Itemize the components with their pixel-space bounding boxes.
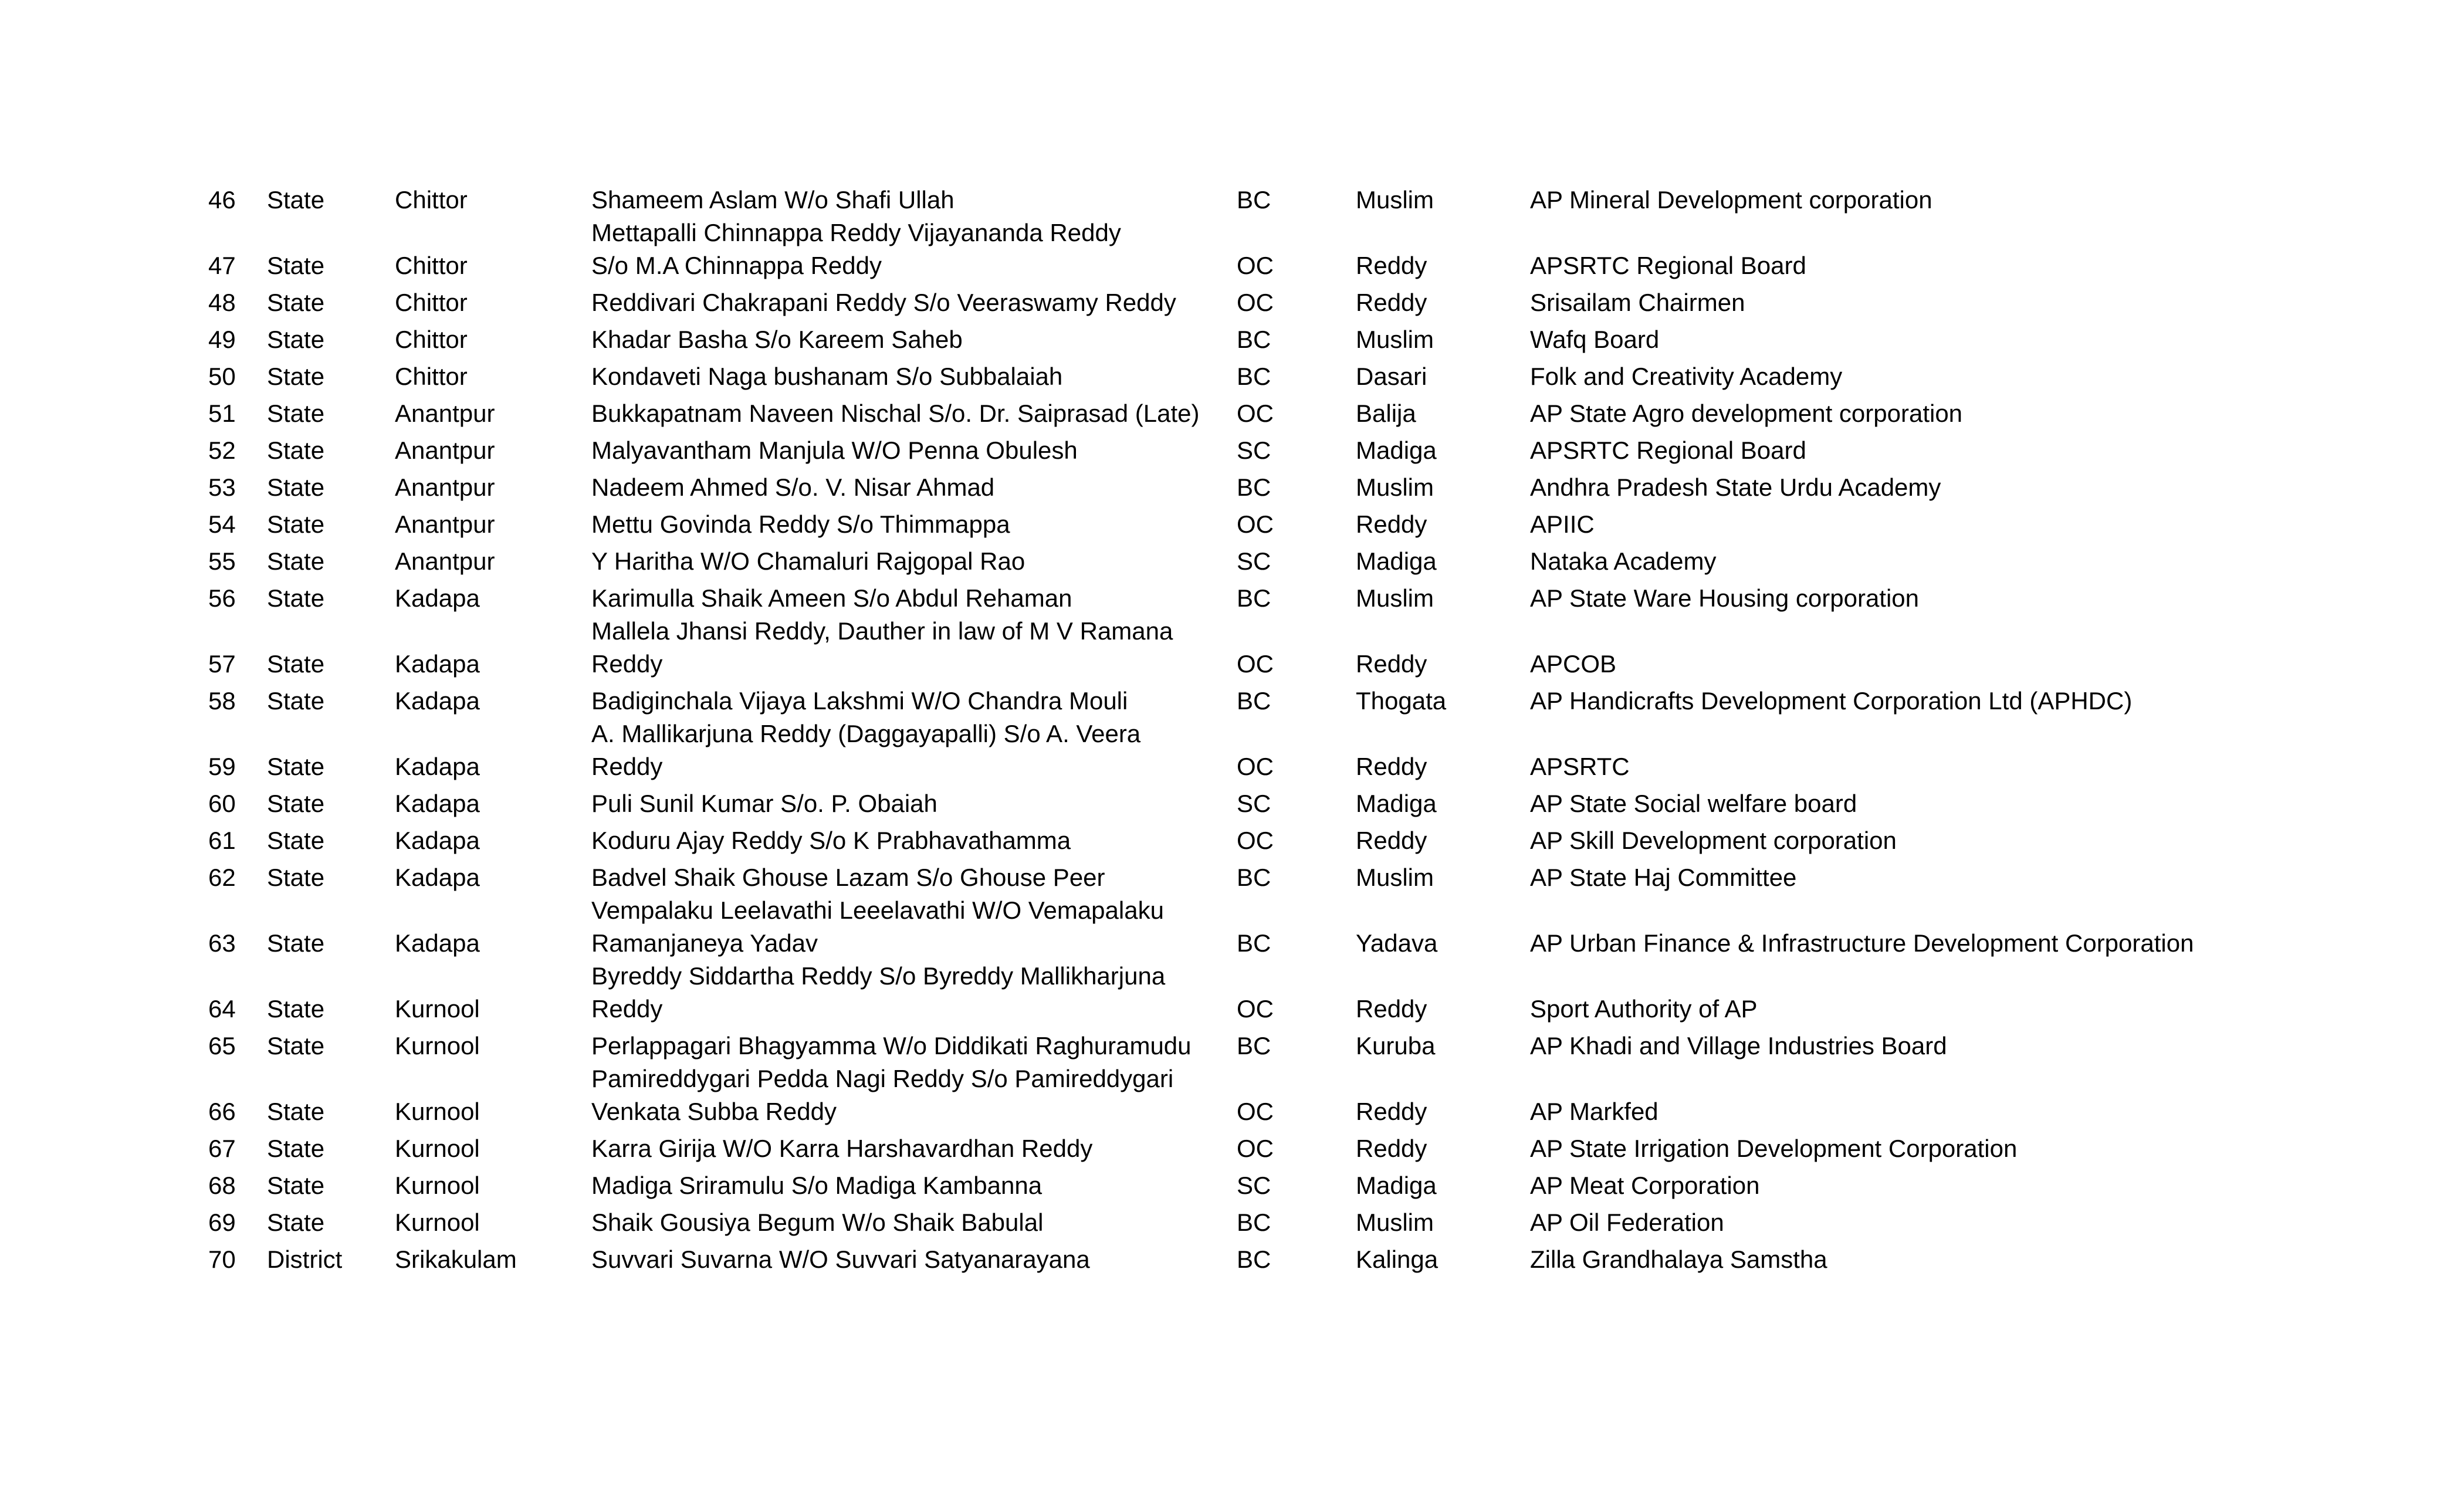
table-row [208,1025,2293,1062]
name-cell [591,717,1237,783]
name-line: Karimulla Shaik Ameen S/o Abdul Rehaman [591,584,1072,612]
category-cell: OC [1237,289,1274,316]
district-cell: Srikakulam [395,1245,517,1273]
serial-number-cell: 58 [208,687,236,715]
district-cell: Kurnool [395,1098,480,1125]
caste-cell: Reddy [1356,289,1427,316]
name-cell [591,393,1237,430]
name-line: Malyavantham Manjula W/O Penna Obulesh [591,436,1078,464]
name-cell [591,894,1237,960]
name-cell [591,430,1237,467]
serial-number-cell: 50 [208,363,236,390]
district-cell: Kadapa [395,864,480,891]
caste-cell: Reddy [1356,827,1427,854]
district-cell: Chittor [395,289,468,316]
district-cell: Kadapa [395,753,480,780]
table-row [208,216,2293,282]
serial-number-cell: 64 [208,995,236,1023]
name-line: Shaik Gousiya Begum W/o Shaik Babulal [591,1209,1044,1236]
level-cell: State [267,326,325,353]
table-row [208,717,2293,783]
table-row [208,820,2293,857]
name-line: Shameem Aslam W/o Shafi Ullah [591,186,955,214]
category-cell: BC [1237,186,1271,214]
organization-cell: APSRTC [1530,753,1630,780]
organization-cell: AP Mineral Development corporation [1530,186,1932,214]
level-cell: State [267,1172,325,1199]
category-cell: BC [1237,1245,1271,1273]
name-cell [591,467,1237,504]
district-cell: Kurnool [395,1135,480,1162]
category-cell: SC [1237,547,1271,575]
level-cell: State [267,1209,325,1236]
table-row [208,783,2293,820]
table-row [208,1202,2293,1239]
name-line: Koduru Ajay Reddy S/o K Prabhavathamma [591,827,1071,854]
name-cell [591,615,1237,681]
caste-cell: Reddy [1356,1135,1427,1162]
category-cell: OC [1237,1098,1274,1125]
district-cell: Kurnool [395,995,480,1023]
table-row [208,1165,2293,1202]
caste-cell: Madiga [1356,790,1437,817]
caste-cell: Madiga [1356,436,1437,464]
organization-cell: Nataka Academy [1530,547,1717,575]
category-cell: BC [1237,473,1271,501]
district-cell: Anantpur [395,473,495,501]
organization-cell: AP Skill Development corporation [1530,827,1897,854]
serial-number-cell: 70 [208,1245,236,1273]
district-cell: Kurnool [395,1209,480,1236]
organization-cell: AP State Social welfare board [1530,790,1857,817]
category-cell: SC [1237,436,1271,464]
name-cell [591,820,1237,857]
category-cell: OC [1237,252,1274,279]
name-line: Mettu Govinda Reddy S/o Thimmappa [591,510,1010,538]
table-row [208,1239,2293,1276]
name-line: Perlappagari Bhagyamma W/o Diddikati Raghuramudu [591,1032,1192,1060]
name-line: S/o M.A Chinnappa Reddy [591,252,882,279]
table-row [208,180,2293,216]
name-line: Badiginchala Vijaya Lakshmi W/O Chandra Mouli [591,687,1128,715]
name-cell [591,1062,1237,1128]
organization-cell: AP Khadi and Village Industries Board [1530,1032,1947,1060]
table-row [208,960,2293,1025]
category-cell: OC [1237,650,1274,678]
district-cell: Kadapa [395,650,480,678]
name-line: Byreddy Siddartha Reddy S/o Byreddy Mallikharjuna [591,962,1166,990]
serial-number-cell: 56 [208,584,236,612]
table-row [208,319,2293,356]
district-cell: Anantpur [395,510,495,538]
serial-number-cell: 49 [208,326,236,353]
name-cell [591,216,1237,282]
caste-cell: Thogata [1356,687,1447,715]
organization-cell: AP Handicrafts Development Corporation Ltd (APHDC) [1530,687,2133,715]
level-cell: State [267,363,325,390]
name-line: Vempalaku Leelavathi Leeelavathi W/O Vemapalaku [591,896,1164,924]
organization-cell: Sport Authority of AP [1530,995,1758,1023]
organization-cell: AP State Ware Housing corporation [1530,584,1920,612]
level-cell: State [267,289,325,316]
table-row [208,857,2293,894]
level-cell: State [267,436,325,464]
district-cell: Kurnool [395,1172,480,1199]
category-cell: BC [1237,584,1271,612]
name-cell [591,960,1237,1025]
serial-number-cell: 65 [208,1032,236,1060]
district-cell: Kadapa [395,790,480,817]
organization-cell: AP Urban Finance & Infrastructure Development Corporation [1530,929,2194,957]
caste-cell: Reddy [1356,1098,1427,1125]
district-cell: Kadapa [395,584,480,612]
serial-number-cell: 47 [208,252,236,279]
table-row [208,681,2293,717]
district-cell: Anantpur [395,400,495,427]
level-cell: State [267,584,325,612]
level-cell: State [267,827,325,854]
name-cell [591,1239,1237,1276]
district-cell: Anantpur [395,436,495,464]
caste-cell: Muslim [1356,473,1434,501]
organization-cell: APSRTC Regional Board [1530,252,1806,279]
name-line: Kondaveti Naga bushanam S/o Subbalaiah [591,363,1063,390]
category-cell: OC [1237,827,1274,854]
organization-cell: APCOB [1530,650,1617,678]
caste-cell: Muslim [1356,1209,1434,1236]
level-cell: State [267,1098,325,1125]
level-cell: State [267,1135,325,1162]
serial-number-cell: 57 [208,650,236,678]
level-cell: State [267,995,325,1023]
organization-cell: AP Oil Federation [1530,1209,1724,1236]
organization-cell: APSRTC Regional Board [1530,436,1806,464]
name-cell [591,504,1237,541]
name-line: Pamireddygari Pedda Nagi Reddy S/o Pamireddygari [591,1065,1174,1092]
table-row [208,894,2293,960]
table-row [208,1128,2293,1165]
serial-number-cell: 55 [208,547,236,575]
caste-cell: Muslim [1356,186,1434,214]
name-line: Puli Sunil Kumar S/o. P. Obaiah [591,790,937,817]
caste-cell: Reddy [1356,753,1427,780]
serial-number-cell: 62 [208,864,236,891]
caste-cell: Reddy [1356,650,1427,678]
organization-cell: Srisailam Chairmen [1530,289,1745,316]
level-cell: State [267,400,325,427]
serial-number-cell: 59 [208,753,236,780]
category-cell: BC [1237,1209,1271,1236]
level-cell: State [267,687,325,715]
table-row [208,393,2293,430]
name-cell [591,857,1237,894]
level-cell: State [267,473,325,501]
organization-cell: AP State Agro development corporation [1530,400,1963,427]
serial-number-cell: 54 [208,510,236,538]
name-line: Y Haritha W/O Chamaluri Rajgopal Rao [591,547,1025,575]
district-cell: Chittor [395,363,468,390]
name-line: Madiga Sriramulu S/o Madiga Kambanna [591,1172,1043,1199]
table-row [208,1062,2293,1128]
category-cell: OC [1237,1135,1274,1162]
serial-number-cell: 61 [208,827,236,854]
name-line: Mettapalli Chinnappa Reddy Vijayananda Reddy [591,219,1121,246]
level-cell: State [267,650,325,678]
caste-cell: Kuruba [1356,1032,1436,1060]
caste-cell: Muslim [1356,584,1434,612]
category-cell: OC [1237,400,1274,427]
serial-number-cell: 69 [208,1209,236,1236]
category-cell: OC [1237,510,1274,538]
name-line: Reddivari Chakrapani Reddy S/o Veeraswamy Reddy [591,289,1176,316]
serial-number-cell: 63 [208,929,236,957]
category-cell: BC [1237,929,1271,957]
district-cell: Kadapa [395,929,480,957]
caste-cell: Madiga [1356,1172,1437,1199]
level-cell: State [267,547,325,575]
serial-number-cell: 46 [208,186,236,214]
organization-cell: AP Markfed [1530,1098,1659,1125]
name-cell [591,180,1237,216]
name-cell [591,1202,1237,1239]
caste-cell: Dasari [1356,363,1427,390]
name-cell [591,541,1237,578]
name-cell [591,1025,1237,1062]
district-cell: Chittor [395,326,468,353]
level-cell: District [267,1245,343,1273]
serial-number-cell: 67 [208,1135,236,1162]
serial-number-cell: 52 [208,436,236,464]
organization-cell: Zilla Grandhalaya Samstha [1530,1245,1827,1273]
organization-cell: AP Meat Corporation [1530,1172,1760,1199]
table-row [208,467,2293,504]
name-line: Mallela Jhansi Reddy, Dauther in law of M V Ramana [591,617,1173,645]
category-cell: OC [1237,995,1274,1023]
category-cell: BC [1237,326,1271,353]
district-cell: Kadapa [395,827,480,854]
level-cell: State [267,252,325,279]
name-cell [591,1165,1237,1202]
name-cell [591,319,1237,356]
table-row [208,504,2293,541]
name-line: Karra Girija W/O Karra Harshavardhan Reddy [591,1135,1093,1162]
category-cell: BC [1237,687,1271,715]
name-line: Reddy [591,650,663,678]
district-cell: Kurnool [395,1032,480,1060]
caste-cell: Kalinga [1356,1245,1439,1273]
name-cell [591,783,1237,820]
serial-number-cell: 68 [208,1172,236,1199]
name-line: Reddy [591,753,663,780]
caste-cell: Madiga [1356,547,1437,575]
name-line: A. Mallikarjuna Reddy (Daggayapalli) S/o A. Veera [591,720,1141,747]
caste-cell: Muslim [1356,864,1434,891]
name-line: Khadar Basha S/o Kareem Saheb [591,326,963,353]
caste-cell: Reddy [1356,510,1427,538]
name-cell [591,681,1237,717]
level-cell: State [267,790,325,817]
name-line: Bukkapatnam Naveen Nischal S/o. Dr. Saiprasad (Late) [591,400,1200,427]
table-row [208,282,2293,319]
caste-cell: Balija [1356,400,1416,427]
name-line: Badvel Shaik Ghouse Lazam S/o Ghouse Peer [591,864,1105,891]
name-line: Venkata Subba Reddy [591,1098,837,1125]
organization-cell: AP State Haj Committee [1530,864,1797,891]
category-cell: OC [1237,753,1274,780]
district-cell: Anantpur [395,547,495,575]
level-cell: State [267,929,325,957]
district-cell: Kadapa [395,687,480,715]
serial-number-cell: 53 [208,473,236,501]
level-cell: State [267,753,325,780]
table-row [208,541,2293,578]
name-cell [591,356,1237,393]
level-cell: State [267,186,325,214]
serial-number-cell: 48 [208,289,236,316]
serial-number-cell: 60 [208,790,236,817]
table-row [208,356,2293,393]
organization-cell: Wafq Board [1530,326,1660,353]
appointments-table-body [208,180,2293,1276]
category-cell: SC [1237,790,1271,817]
name-line: Nadeem Ahmed S/o. V. Nisar Ahmad [591,473,995,501]
organization-cell: APIIC [1530,510,1595,538]
table-row [208,430,2293,467]
caste-cell: Muslim [1356,326,1434,353]
caste-cell: Reddy [1356,252,1427,279]
level-cell: State [267,1032,325,1060]
name-line: Reddy [591,995,663,1023]
district-cell: Chittor [395,252,468,279]
serial-number-cell: 66 [208,1098,236,1125]
appointments-table [208,180,2293,1276]
category-cell: SC [1237,1172,1271,1199]
caste-cell: Yadava [1356,929,1438,957]
name-cell [591,282,1237,319]
name-line: Suvvari Suvarna W/O Suvvari Satyanarayana [591,1245,1090,1273]
organization-cell: AP State Irrigation Development Corporation [1530,1135,2018,1162]
organization-cell: Andhra Pradesh State Urdu Academy [1530,473,1941,501]
category-cell: BC [1237,1032,1271,1060]
organization-cell: Folk and Creativity Academy [1530,363,1843,390]
category-cell: BC [1237,363,1271,390]
level-cell: State [267,510,325,538]
name-cell [591,1128,1237,1165]
name-line: Ramanjaneya Yadav [591,929,818,957]
district-cell: Chittor [395,186,468,214]
table-row [208,578,2293,615]
caste-cell: Reddy [1356,995,1427,1023]
table-row [208,615,2293,681]
name-cell [591,578,1237,615]
level-cell: State [267,864,325,891]
category-cell: BC [1237,864,1271,891]
serial-number-cell: 51 [208,400,236,427]
